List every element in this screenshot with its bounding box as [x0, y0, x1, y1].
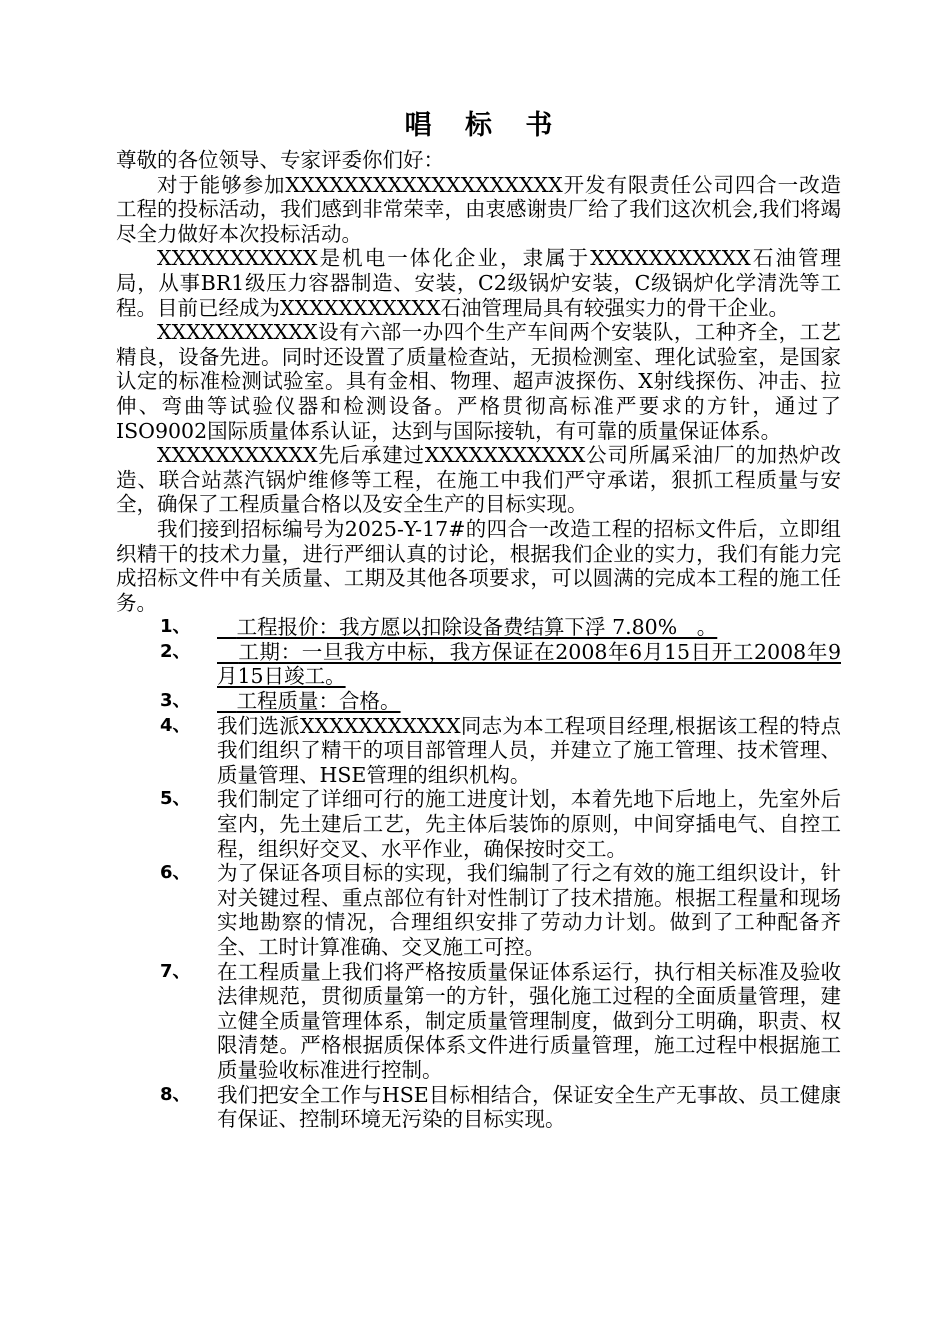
list-item-number: 8、 — [160, 1083, 191, 1105]
document-page — [116, 108, 841, 1132]
list-item-number: 1、 — [160, 616, 191, 638]
paragraph-tender: 我们接到招标编号为2025-Y-17#的四合一改造工程的招标文件后，立即组织精干的技术力量，进行严细认真的讨论，根据我们企业的实力，我们有能力完成招标文件中有关质量、工期及其他各项要求，可以圆满的完成本工程的施工任务。 — [116, 516, 841, 615]
list-item-number: 3、 — [160, 690, 191, 712]
list-item-quality — [116, 689, 841, 714]
greeting: 尊敬的各位领导、专家评委你们好： — [116, 148, 444, 172]
list-item-text: 我们选派XXXXXXXXXXX同志为本工程项目经理,根据该工程的特点我们组织了精干的项目部管理人员，并建立了施工管理、技术管理、质量管理、HSE管理的组织机构。 — [217, 713, 841, 787]
list-item-text: 工程质量：合格。 — [217, 689, 401, 714]
list-item-number: 7、 — [160, 960, 191, 982]
list-item-safety — [116, 1083, 841, 1132]
list-item-text: 工期：一旦我方中标，我方保证在2008年6月15日开工2008年9月15日竣工。 — [217, 639, 841, 689]
list-item-organization — [116, 861, 841, 959]
commitment-list — [116, 615, 841, 1131]
list-item-number: 4、 — [160, 714, 191, 736]
list-item-text: 在工程质量上我们将严格按质量保证体系运行，执行相关标准及验收法律规范，贯彻质量第一的方针，强化施工过程的全面质量管理，建立健全质量管理体系，制定质量管理制度，做到分工明确，职责、权限清楚。严格根据质保体系文件进行质量管理，施工过程中根据施工质量验收标准进行控制。 — [217, 959, 841, 1082]
list-item-number: 5、 — [160, 788, 191, 810]
list-item-text: 工程报价：我方愿以扣除设备费结算下浮 7.80% 。 — [217, 615, 718, 640]
list-item-text: 为了保证各项目标的实现，我们编制了行之有效的施工组织设计，针对关键过程、重点部位有针对性制订了技术措施。根据工程量和现场实地勘察的情况，合理组织安排了劳动力计划。做到了工种配备齐全、工时计算准确、交叉施工可控。 — [217, 861, 841, 959]
paragraph-company: XXXXXXXXXXX是机电一体化企业，隶属于XXXXXXXXXXX石油管理局，从事BR1级压力容器制造、安装，C2级锅炉安装，C级锅炉化学清洗等工程。目前已经成为XXXXXXXXXXX石油管理局具有较强实力的骨干企业。 — [116, 246, 841, 320]
list-item-schedule — [116, 640, 841, 689]
document-title: 唱 标 书 — [404, 110, 565, 141]
list-item-number: 2、 — [160, 640, 191, 662]
paragraph-experience: XXXXXXXXXXX先后承建过XXXXXXXXXXX公司所属采油厂的加热炉改造、联合站蒸汽锅炉维修等工程，在施工中我们严守承诺，狠抓工程质量与安全，确保了工程质量合格以及安全生产的目标实现。 — [116, 443, 841, 517]
list-item-text: 我们制定了详细可行的施工进度计划，本着先地下后地上，先室外后室内，先土建后工艺，先主体后装饰的原则，中间穿插电气、自控工程，组织好交叉、水平作业，确保按时交工。 — [217, 787, 841, 861]
paragraph-capabilities: XXXXXXXXXXX设有六部一办四个生产车间两个安装队，工种齐全，工艺精良，设备先进。同时还设置了质量检查站，无损检测室、理化试验室，是国家认定的标准检测试验室。具有金相、物理、超声波探伤、X射线探伤、冲击、拉伸、弯曲等试验仪器和检测设备。严格贯彻高标准严要求的方针，通过了ISO9002国际质量体系认证，达到与国际接轨，有可靠的质量保证体系。 — [116, 320, 841, 443]
list-item-manager — [116, 714, 841, 788]
list-item-plan — [116, 787, 841, 861]
list-item-number: 6、 — [160, 862, 191, 884]
list-item-text: 我们把安全工作与HSE目标相结合，保证安全生产无事故、员工健康有保证、控制环境无污染的目标实现。 — [217, 1082, 841, 1132]
list-item-price — [116, 615, 841, 640]
list-item-quality-control — [116, 960, 841, 1083]
paragraph-intro: 对于能够参加XXXXXXXXXXXXXXXXXXX开发有限责任公司四合一改造工程的投标活动，我们感到非常荣幸，由衷感谢贵厂给了我们这次机会,我们将竭尽全力做好本次投标活动。 — [116, 172, 841, 246]
